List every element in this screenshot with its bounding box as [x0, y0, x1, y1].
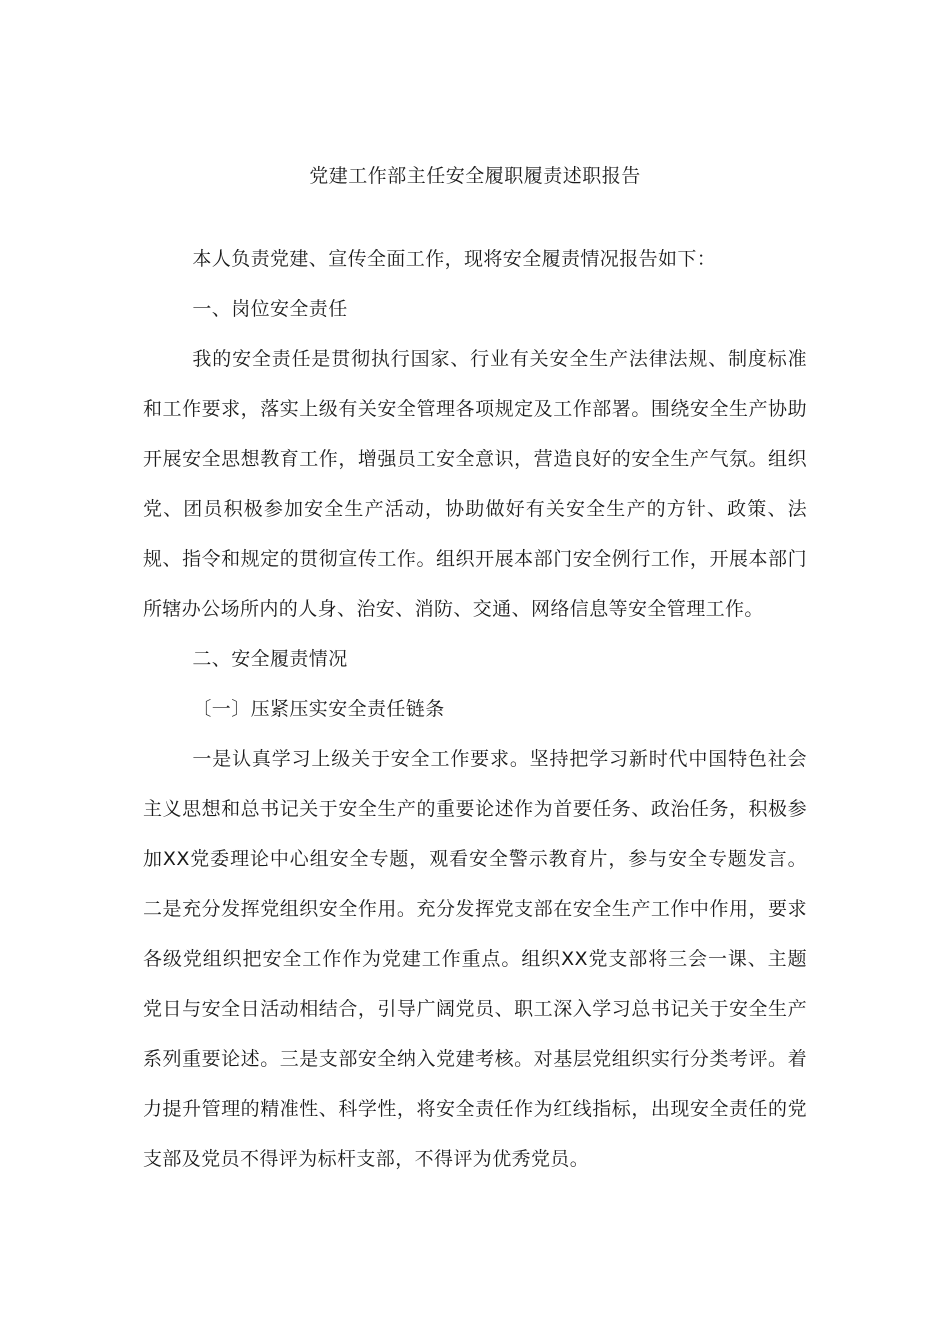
- section-1-heading: 一、岗位安全责任: [192, 298, 348, 320]
- intro-paragraph: 本人负责党建、宣传全面工作，现将安全履责情况报告如下：: [192, 248, 717, 270]
- subsection-1-heading: 〔一〕压紧压实安全责任链条: [192, 698, 445, 720]
- section-1-paragraph: 我的安全责任是贯彻执行国家、行业有关安全生产法律法规、制度标准和工作要求，落实上级有关安全管理各项规定及工作部署。围绕安全生产协助开展安全思想教育工作，增强员工安全意识，营造良好的安全生产气氛。组织党、团员积极参加安全生产活动，协助做好有关安全生产的方针、政策、法规、指令和规定的贯彻宣传工作。组织开展本部门安全例行工作，开展本部门所辖办公场所内的人身、治安、消防、交通、网络信息等安全管理工作。: [143, 348, 807, 620]
- subsection-1-paragraph: 一是认真学习上级关于安全工作要求。坚持把学习新时代中国特色社会主义思想和总书记关于安全生产的重要论述作为首要任务、政治任务，积极参加XX党委理论中心组安全专题，观看安全警示教育片，参与安全专题发言。二是充分发挥党组织安全作用。充分发挥党支部在安全生产工作中作用，要求各级党组织把安全工作作为党建工作重点。组织XX党支部将三会一课、主题党日与安全日活动相结合，引导广阔党员、职工深入学习总书记关于安全生产系列重要论述。三是支部安全纳入党建考核。对基层党组织实行分类考评。着力提升管理的精准性、科学性，将安全责任作为红线指标，出现安全责任的党支部及党员不得评为标杆支部，不得评为优秀党员。: [143, 748, 807, 1170]
- section-2-heading: 二、安全履责情况: [192, 648, 348, 670]
- document-body: [143, 234, 807, 1184]
- document-title: 党建工作部主任安全履职履责述职报告: [309, 165, 641, 187]
